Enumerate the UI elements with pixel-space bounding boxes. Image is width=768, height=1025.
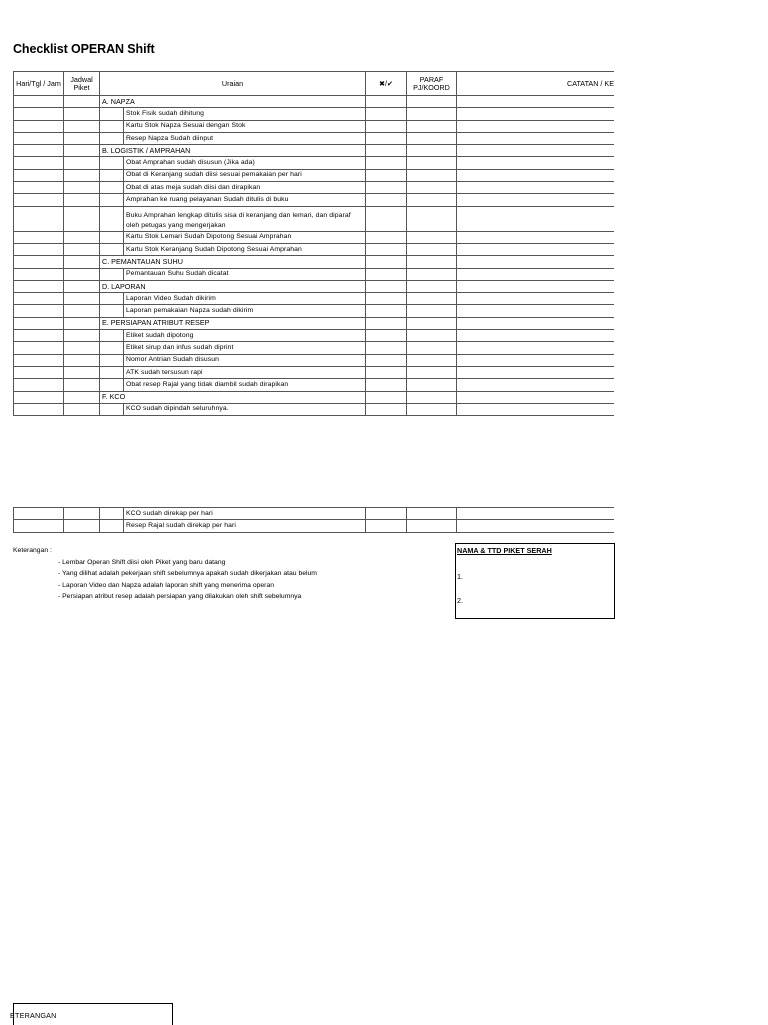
catatan-cell[interactable] xyxy=(457,403,617,415)
checklist-row xyxy=(14,354,617,366)
section-label: A. NAPZA xyxy=(100,96,366,108)
checklist-row xyxy=(14,194,617,206)
checklist-row xyxy=(14,120,617,132)
checklist-row xyxy=(14,379,617,391)
item-label: Resep Rajal sudah direkap per hari xyxy=(124,520,366,532)
section-label: C. PEMANTAUAN SUHU xyxy=(100,256,366,268)
item-label: KCO sudah dipindah seluruhnya. xyxy=(124,403,366,415)
hari-cell[interactable] xyxy=(14,108,64,120)
section-row xyxy=(14,145,617,157)
item-label: Buku Amprahan lengkap ditulis sisa di keranjang dan lemari, dan diparaf oleh petugas yang mengerjakan xyxy=(124,206,366,231)
paraf-cell[interactable] xyxy=(407,132,457,144)
jadwal-cell[interactable] xyxy=(64,391,100,403)
checklist-row xyxy=(14,330,617,342)
checklist-row xyxy=(14,157,617,169)
keterangan-item: - Persiapan atribut resep adalah persiapan yang dilakukan oleh shift sebelumnya xyxy=(58,593,302,600)
header-row xyxy=(14,72,617,96)
jadwal-cell[interactable] xyxy=(64,520,100,532)
piket-serah-line-1: 1. xyxy=(457,572,463,581)
check-cell[interactable] xyxy=(366,120,407,132)
item-label: Etiket sudah dipotong xyxy=(124,330,366,342)
item-label: Nomor Antrian Sudah disusun xyxy=(124,354,366,366)
check-cell[interactable] xyxy=(366,293,407,305)
keterangan-section xyxy=(13,545,317,603)
jadwal-cell[interactable] xyxy=(64,231,100,243)
header-paraf: PARAF PJ/KOORD xyxy=(407,72,457,96)
item-label: Etiket sirup dan infus sudah diprint xyxy=(124,342,366,354)
indent-cell xyxy=(100,231,124,243)
indent-cell xyxy=(100,293,124,305)
item-label: Obat di Keranjang sudah diisi sesuai pemakaian per hari xyxy=(124,169,366,181)
check-cell[interactable] xyxy=(366,305,407,317)
paraf-cell[interactable] xyxy=(407,280,457,292)
check-cell[interactable] xyxy=(366,330,407,342)
hari-cell[interactable] xyxy=(14,182,64,194)
item-label: Pemantauan Suhu Sudah dicatat xyxy=(124,268,366,280)
indent-cell xyxy=(100,243,124,255)
section-row xyxy=(14,256,617,268)
hari-cell[interactable] xyxy=(14,391,64,403)
jadwal-cell[interactable] xyxy=(64,403,100,415)
checklist-row xyxy=(14,108,617,120)
section-row xyxy=(14,317,617,329)
jadwal-cell[interactable] xyxy=(64,108,100,120)
indent-cell xyxy=(100,157,124,169)
paraf-cell[interactable] xyxy=(407,293,457,305)
jadwal-cell[interactable] xyxy=(64,243,100,255)
indent-cell xyxy=(100,169,124,181)
catatan-cell[interactable] xyxy=(457,305,617,317)
indent-cell xyxy=(100,379,124,391)
catatan-cell[interactable] xyxy=(457,182,617,194)
catatan-cell[interactable] xyxy=(457,206,617,231)
catatan-cell[interactable] xyxy=(457,379,617,391)
hari-cell[interactable] xyxy=(14,317,64,329)
jadwal-cell[interactable] xyxy=(64,366,100,378)
check-cell[interactable] xyxy=(366,206,407,231)
catatan-cell[interactable] xyxy=(457,268,617,280)
keterangan-list xyxy=(13,557,317,603)
section-row xyxy=(14,280,617,292)
hari-cell[interactable] xyxy=(14,145,64,157)
checklist-row xyxy=(14,132,617,144)
paraf-cell[interactable] xyxy=(407,157,457,169)
item-label: Kartu Stok Napza Sesuai dengan Stok xyxy=(124,120,366,132)
hari-cell[interactable] xyxy=(14,96,64,108)
paraf-cell[interactable] xyxy=(407,391,457,403)
item-label: Amprahan ke ruang pelayanan Sudah ditulis di buku xyxy=(124,194,366,206)
piket-serah-box xyxy=(455,543,615,619)
hari-cell[interactable] xyxy=(14,342,64,354)
item-label: Kartu Stok Lemari Sudah Dipotong Sesuai Amprahan xyxy=(124,231,366,243)
paraf-cell[interactable] xyxy=(407,520,457,532)
indent-cell xyxy=(100,366,124,378)
catatan-cell[interactable] xyxy=(457,108,617,120)
check-cell[interactable] xyxy=(366,354,407,366)
hari-cell[interactable] xyxy=(14,280,64,292)
hari-cell[interactable] xyxy=(14,120,64,132)
hari-cell[interactable] xyxy=(14,157,64,169)
catatan-cell[interactable] xyxy=(457,508,617,520)
header-uraian: Uraian xyxy=(100,72,366,96)
item-label: Resep Napza Sudah diinput xyxy=(124,132,366,144)
paraf-cell[interactable] xyxy=(407,169,457,181)
indent-cell xyxy=(100,194,124,206)
catatan-cell[interactable] xyxy=(457,293,617,305)
section-row xyxy=(14,96,617,108)
catatan-cell[interactable] xyxy=(457,520,617,532)
item-label: Kartu Stok Keranjang Sudah Dipotong Sesuai Amprahan xyxy=(124,243,366,255)
section-row xyxy=(14,391,617,403)
piket-serah-line-2: 2. xyxy=(457,596,463,605)
checklist-row xyxy=(14,342,617,354)
indent-cell xyxy=(100,305,124,317)
paraf-cell[interactable] xyxy=(407,330,457,342)
catatan-cell[interactable] xyxy=(457,231,617,243)
paraf-cell[interactable] xyxy=(407,96,457,108)
jadwal-cell[interactable] xyxy=(64,342,100,354)
catatan-cell[interactable] xyxy=(457,145,617,157)
item-label: Stok Fisik sudah dihitung xyxy=(124,108,366,120)
check-cell[interactable] xyxy=(366,508,407,520)
header-check: ✖/✔ xyxy=(366,72,407,96)
hari-cell[interactable] xyxy=(14,293,64,305)
page-title: Checklist OPERAN Shift xyxy=(13,42,155,56)
section-label: E. PERSIAPAN ATRIBUT RESEP xyxy=(100,317,366,329)
check-cell[interactable] xyxy=(366,243,407,255)
paraf-cell[interactable] xyxy=(407,354,457,366)
paraf-cell[interactable] xyxy=(407,317,457,329)
checklist-row xyxy=(14,206,617,231)
jadwal-cell[interactable] xyxy=(64,354,100,366)
indent-cell xyxy=(100,403,124,415)
hari-cell[interactable] xyxy=(14,132,64,144)
check-cell[interactable] xyxy=(366,391,407,403)
paraf-cell[interactable] xyxy=(407,145,457,157)
checklist-row xyxy=(14,305,617,317)
section-label: F. KCO xyxy=(100,391,366,403)
check-cell[interactable] xyxy=(366,169,407,181)
hari-cell[interactable] xyxy=(14,231,64,243)
catatan-cell[interactable] xyxy=(457,354,617,366)
indent-cell xyxy=(100,182,124,194)
check-cell[interactable] xyxy=(366,256,407,268)
check-cell[interactable] xyxy=(366,342,407,354)
piket-serah-title: NAMA & TTD PIKET SERAH xyxy=(457,546,552,555)
catatan-cell[interactable] xyxy=(457,280,617,292)
indent-cell xyxy=(100,520,124,532)
checklist-row xyxy=(14,243,617,255)
check-cell[interactable] xyxy=(366,132,407,144)
hari-cell[interactable] xyxy=(14,366,64,378)
jadwal-cell[interactable] xyxy=(64,194,100,206)
checklist-row xyxy=(14,508,617,520)
checklist-row xyxy=(14,403,617,415)
jadwal-cell[interactable] xyxy=(64,293,100,305)
check-cell[interactable] xyxy=(366,268,407,280)
paraf-cell[interactable] xyxy=(407,342,457,354)
checklist-row xyxy=(14,520,617,532)
jadwal-cell[interactable] xyxy=(64,305,100,317)
hari-cell[interactable] xyxy=(14,256,64,268)
hari-cell[interactable] xyxy=(14,379,64,391)
keterangan-item: - Yang dilihat adalah pekerjaan shift sebelumnya apakah sudah dikerjakan atau belum xyxy=(58,570,317,577)
hari-cell[interactable] xyxy=(14,520,64,532)
jadwal-cell[interactable] xyxy=(64,256,100,268)
check-cell[interactable] xyxy=(366,157,407,169)
catatan-cell[interactable] xyxy=(457,391,617,403)
item-label: Laporan pemakaian Napza sudah dikirim xyxy=(124,305,366,317)
item-label: Laporan Video Sudah dikirim xyxy=(124,293,366,305)
jadwal-cell[interactable] xyxy=(64,268,100,280)
indent-cell xyxy=(100,330,124,342)
check-cell[interactable] xyxy=(366,231,407,243)
paraf-cell[interactable] xyxy=(407,231,457,243)
checklist-row xyxy=(14,182,617,194)
paraf-cell[interactable] xyxy=(407,268,457,280)
item-label: Obat di atas meja sudah diisi dan dirapikan xyxy=(124,182,366,194)
header-jadwal: Jadwal Piket xyxy=(64,72,100,96)
catatan-cell[interactable] xyxy=(457,317,617,329)
header-catatan: CATATAN / KE xyxy=(457,72,617,96)
indent-cell xyxy=(100,120,124,132)
paraf-cell[interactable] xyxy=(407,403,457,415)
hari-cell[interactable] xyxy=(14,508,64,520)
checklist-row xyxy=(14,268,617,280)
jadwal-cell[interactable] xyxy=(64,206,100,231)
catatan-cell[interactable] xyxy=(457,366,617,378)
item-label: Obat resep Rajal yang tidak diambil sudah dirapikan xyxy=(124,379,366,391)
section-label: D. LAPORAN xyxy=(100,280,366,292)
check-cell[interactable] xyxy=(366,182,407,194)
catatan-cell[interactable] xyxy=(457,157,617,169)
hari-cell[interactable] xyxy=(14,403,64,415)
hari-cell[interactable] xyxy=(14,305,64,317)
check-cell[interactable] xyxy=(366,317,407,329)
paraf-cell[interactable] xyxy=(407,379,457,391)
jadwal-cell[interactable] xyxy=(64,169,100,181)
indent-cell xyxy=(100,206,124,231)
jadwal-cell[interactable] xyxy=(64,145,100,157)
hari-cell[interactable] xyxy=(14,330,64,342)
paraf-cell[interactable] xyxy=(407,108,457,120)
check-cell[interactable] xyxy=(366,366,407,378)
jadwal-cell[interactable] xyxy=(64,182,100,194)
paraf-cell[interactable] xyxy=(407,366,457,378)
catatan-cell[interactable] xyxy=(457,256,617,268)
item-label: Obat Amprahan sudah disusun (Jika ada) xyxy=(124,157,366,169)
paraf-cell[interactable] xyxy=(407,243,457,255)
catatan-cell[interactable] xyxy=(457,243,617,255)
check-cell[interactable] xyxy=(366,520,407,532)
indent-cell xyxy=(100,268,124,280)
item-label: ATK sudah tersusun rapi xyxy=(124,366,366,378)
check-cell[interactable] xyxy=(366,280,407,292)
indent-cell xyxy=(100,354,124,366)
paraf-cell[interactable] xyxy=(407,182,457,194)
section-label: B. LOGISTIK / AMPRAHAN xyxy=(100,145,366,157)
keterangan-item: - Laporan Video dan Napza adalah laporan shift yang menerima operan xyxy=(58,581,275,589)
hari-cell[interactable] xyxy=(14,354,64,366)
indent-cell xyxy=(100,108,124,120)
checklist-row xyxy=(14,231,617,243)
checklist-table xyxy=(13,71,617,416)
checklist-row xyxy=(14,366,617,378)
paraf-cell[interactable] xyxy=(407,305,457,317)
header-hari: Hari/Tgl / Jam xyxy=(14,72,64,96)
hari-cell[interactable] xyxy=(14,268,64,280)
indent-cell xyxy=(100,132,124,144)
hari-cell[interactable] xyxy=(14,169,64,181)
keterangan-item: - Lembar Operan Shift diisi oleh Piket yang baru datang xyxy=(58,558,226,566)
check-cell[interactable] xyxy=(366,379,407,391)
catatan-cell[interactable] xyxy=(457,120,617,132)
paraf-cell[interactable] xyxy=(407,194,457,206)
catatan-cell[interactable] xyxy=(457,342,617,354)
paraf-cell[interactable] xyxy=(407,206,457,231)
paraf-cell[interactable] xyxy=(407,508,457,520)
checklist-row xyxy=(14,293,617,305)
jadwal-cell[interactable] xyxy=(64,280,100,292)
keterangan-title: Keterangan : xyxy=(13,547,52,554)
keterangan-bottom-label: ETERANGAN xyxy=(10,1011,57,1020)
jadwal-cell[interactable] xyxy=(64,157,100,169)
jadwal-cell[interactable] xyxy=(64,120,100,132)
check-cell[interactable] xyxy=(366,108,407,120)
catatan-cell[interactable] xyxy=(457,96,617,108)
jadwal-cell[interactable] xyxy=(64,379,100,391)
check-cell[interactable] xyxy=(366,145,407,157)
checklist-row xyxy=(14,169,617,181)
keterangan-bottom-box xyxy=(10,1003,173,1025)
check-cell[interactable] xyxy=(366,194,407,206)
indent-cell xyxy=(100,508,124,520)
indent-cell xyxy=(100,342,124,354)
item-label: KCO sudah direkap per hari xyxy=(124,508,366,520)
paraf-cell[interactable] xyxy=(407,256,457,268)
catatan-cell[interactable] xyxy=(457,169,617,181)
check-cell[interactable] xyxy=(366,403,407,415)
paraf-cell[interactable] xyxy=(407,120,457,132)
hari-cell[interactable] xyxy=(14,243,64,255)
catatan-cell[interactable] xyxy=(457,132,617,144)
catatan-cell[interactable] xyxy=(457,194,617,206)
check-cell[interactable] xyxy=(366,96,407,108)
hari-cell[interactable] xyxy=(14,194,64,206)
jadwal-cell[interactable] xyxy=(64,317,100,329)
hari-cell[interactable] xyxy=(14,206,64,231)
jadwal-cell[interactable] xyxy=(64,330,100,342)
jadwal-cell[interactable] xyxy=(64,132,100,144)
checklist-table-continued xyxy=(13,507,617,533)
jadwal-cell[interactable] xyxy=(64,508,100,520)
page-clip xyxy=(614,60,768,680)
jadwal-cell[interactable] xyxy=(64,96,100,108)
catatan-cell[interactable] xyxy=(457,330,617,342)
